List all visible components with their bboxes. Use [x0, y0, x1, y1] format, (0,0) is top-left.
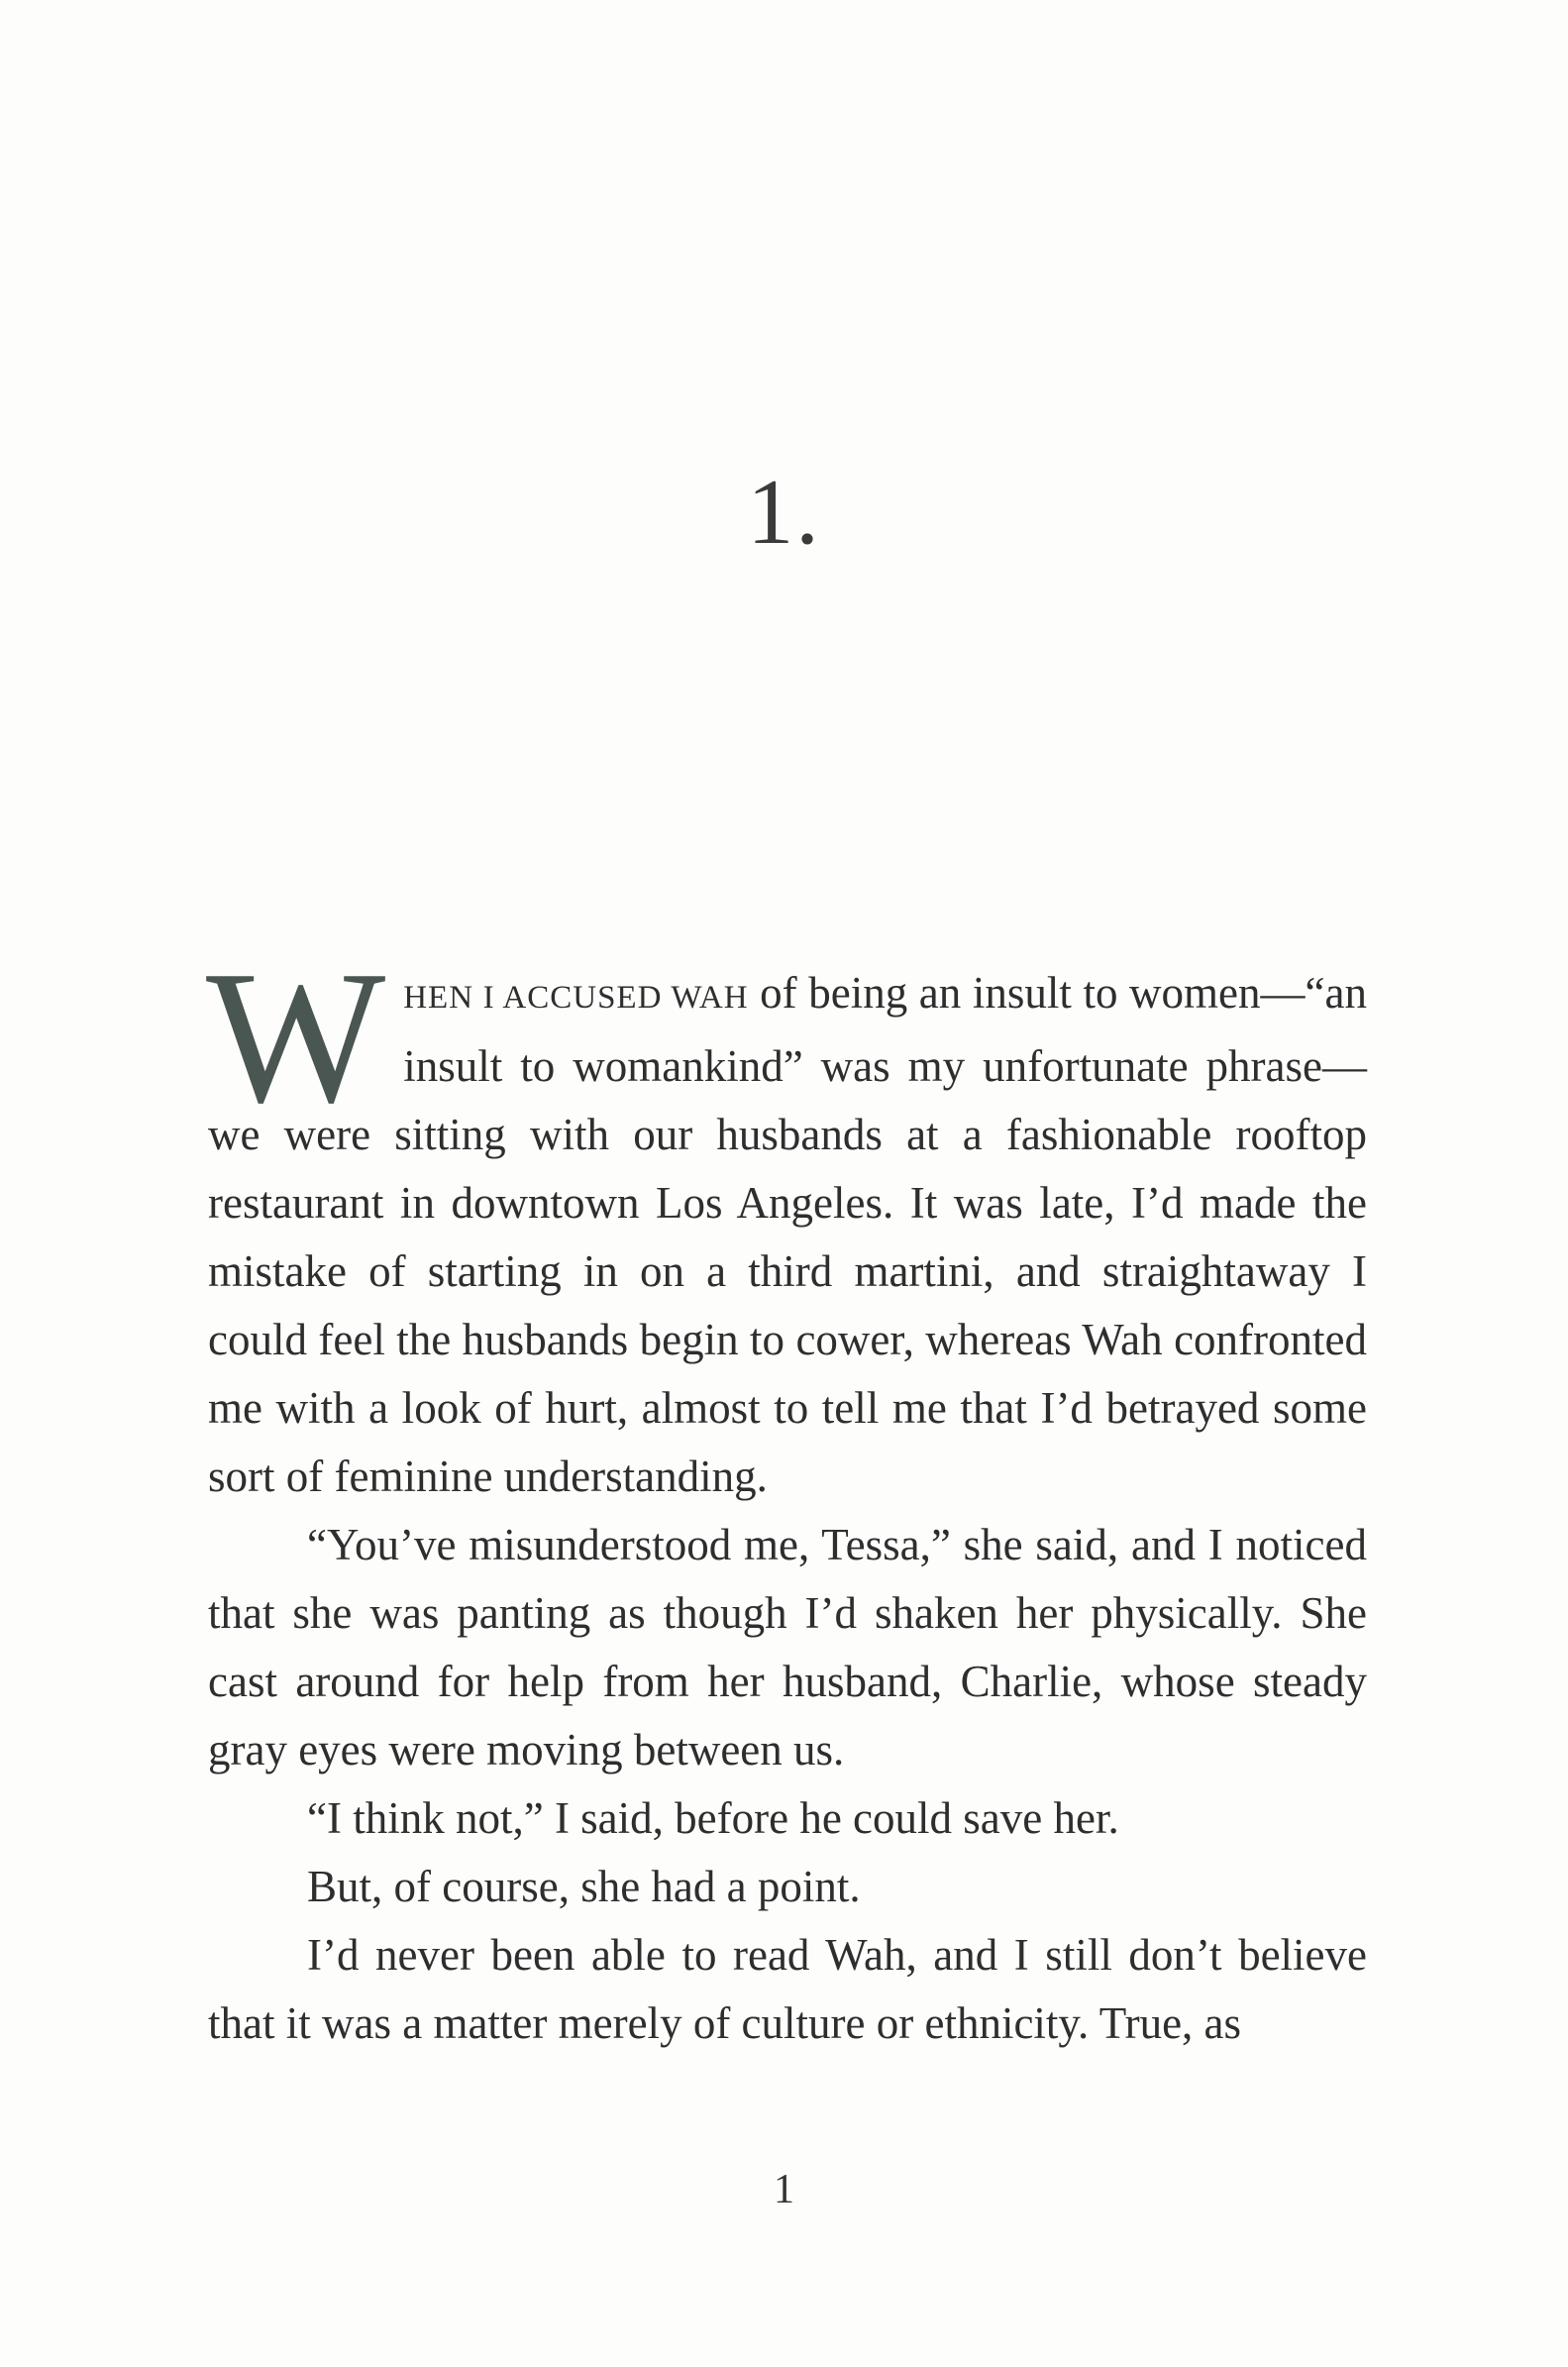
paragraph-1-text: of being an insult to women—“an insult to womankind” was my unfortunate phrase—we were sitting with our husbands at a fashionable rooftop restaurant in downtown Los Angeles. It was late, I’d made the mistake of starting in on a third martini, and straightaway I could feel the husbands begin to cower, whereas Wah confronted me with a look of hurt, almost to tell me that I’d betrayed some sort of feminine understanding.: [208, 968, 1367, 1501]
body-text: [206, 931, 1367, 2058]
smallcaps-lead: HEN I ACCUSED WAH: [403, 980, 749, 1016]
page-number: 1: [774, 2167, 794, 2212]
paragraph-3: “I think not,” I said, before he could save her.: [307, 1793, 1119, 1843]
paragraph-1: [206, 931, 1367, 1511]
drop-cap: W: [206, 931, 386, 1142]
paragraph-2: “You’ve misunderstood me, Tessa,” she said, and I noticed that she was panting as though I’d shaken her physically. She cast around for help from her husband, Charlie, whose steady gray eyes were moving between us.: [208, 1520, 1367, 1775]
chapter-number: 1.: [747, 461, 821, 564]
paragraph-5: I’d never been able to read Wah, and I still don’t believe that it was a matter merely of culture or ethnicity. True, as: [208, 1930, 1367, 2048]
paragraph-4: But, of course, she had a point.: [307, 1862, 861, 1911]
